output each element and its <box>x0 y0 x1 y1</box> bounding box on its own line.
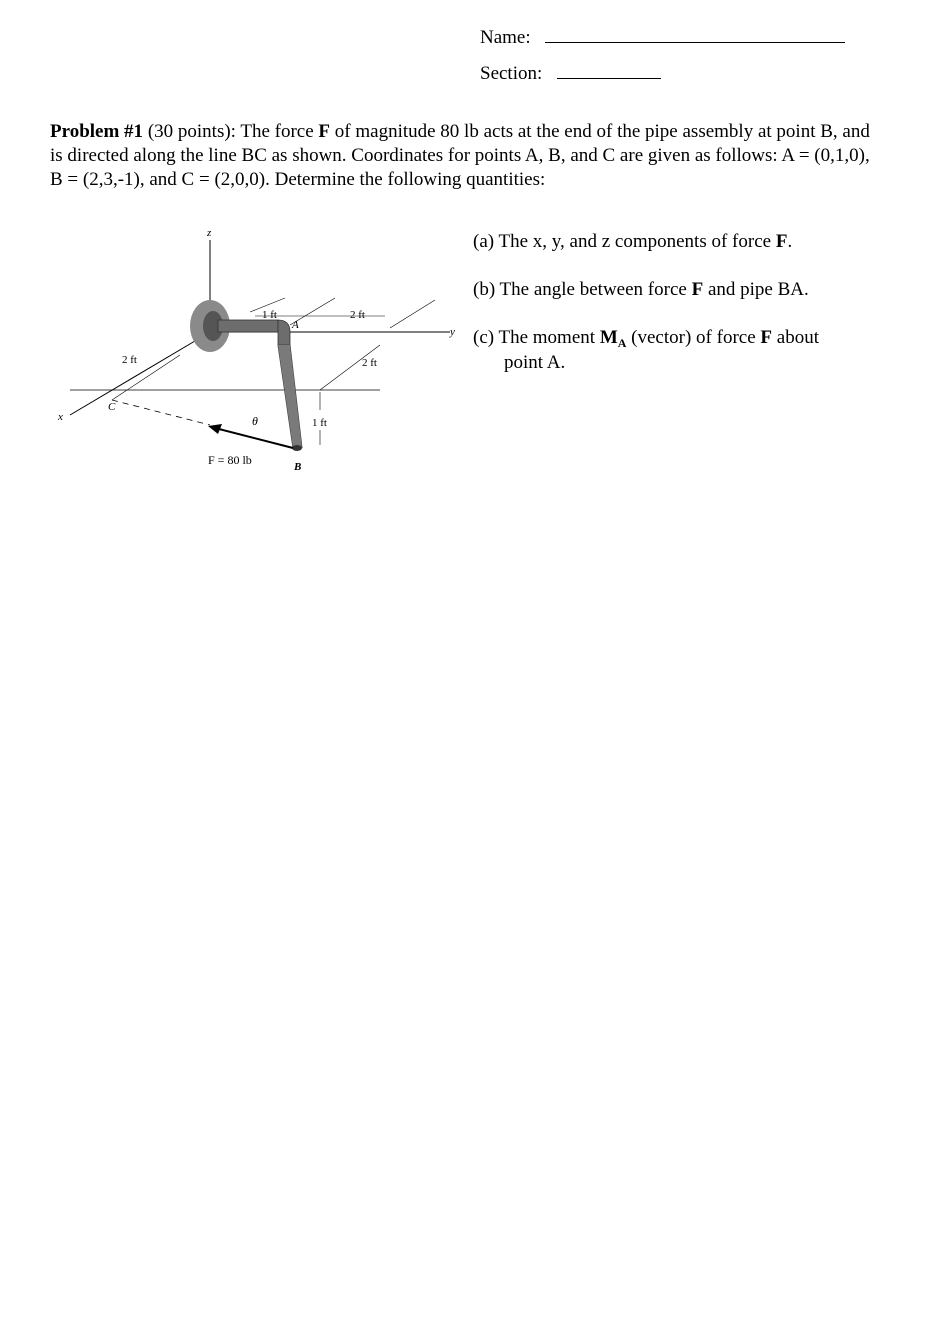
label-C: C <box>108 401 116 413</box>
dim-2ft-right: 2 ft <box>362 357 377 369</box>
problem-points: (30 points): The force <box>143 121 319 142</box>
question-c-line2: point A. <box>504 352 566 373</box>
section-blank[interactable] <box>557 64 661 79</box>
label-A: A <box>292 319 299 331</box>
question-c-subscript: A <box>617 336 627 350</box>
force-arrowhead <box>208 424 222 434</box>
question-c <box>473 326 873 375</box>
section-label: Section: <box>480 63 543 84</box>
dim-2ft-left: 2 ft <box>122 354 137 366</box>
question-c-bold: M <box>599 327 618 348</box>
dim-top-3 <box>390 300 435 328</box>
label-theta: θ <box>252 414 258 428</box>
name-blank[interactable] <box>545 28 845 43</box>
question-a-text: (a) The x, y, and z components of force <box>473 231 776 252</box>
problem-statement <box>50 120 870 192</box>
question-b <box>473 278 809 302</box>
name-label: Name: <box>480 27 531 48</box>
question-c-text: (c) The moment <box>473 327 600 348</box>
force-arrow <box>215 428 293 448</box>
question-b-text: (b) The angle between force <box>473 279 692 300</box>
pipe-horizontal <box>218 320 278 332</box>
figure-svg <box>50 220 470 480</box>
label-x: x <box>58 411 63 423</box>
line-bc <box>112 400 210 425</box>
label-z: z <box>207 227 212 239</box>
pipe-end-B <box>292 445 302 451</box>
force-symbol: F <box>318 121 331 142</box>
label-y: y <box>450 326 455 338</box>
name-row <box>480 27 845 49</box>
x-axis <box>70 338 200 415</box>
question-a <box>473 230 792 254</box>
question-b-suffix: and pipe BA. <box>703 279 809 300</box>
section-row <box>480 63 661 85</box>
question-a-suffix: . <box>787 231 793 252</box>
label-B: B <box>294 461 302 473</box>
question-a-bold: F <box>775 231 788 252</box>
problem-title: Problem #1 <box>50 121 144 142</box>
pipe-elbow <box>278 320 290 345</box>
force-label: F = 80 lb <box>208 453 252 467</box>
question-b-bold: F <box>691 279 704 300</box>
dim-2ft-top: 2 ft <box>350 309 365 321</box>
pipe-vertical <box>278 345 302 448</box>
question-c-mid: (vector) of force <box>626 327 761 348</box>
problem-text: of magnitude 80 lb acts at the end of the pipe assembly at point B, and is directed along the line BC as shown. Coordinates for points A, B, and C are given as follows: A = (0,1,0), B = (2,3,-1), and C = (2,0,0). Determine the following quantities: <box>50 121 870 190</box>
dim-1ft-vert: 1 ft <box>312 417 327 429</box>
question-c-suffix: about <box>772 327 819 348</box>
pipe-assembly-figure <box>50 220 470 485</box>
question-c-bold2: F <box>760 327 773 348</box>
dim-1ft-top: 1 ft <box>262 309 277 321</box>
